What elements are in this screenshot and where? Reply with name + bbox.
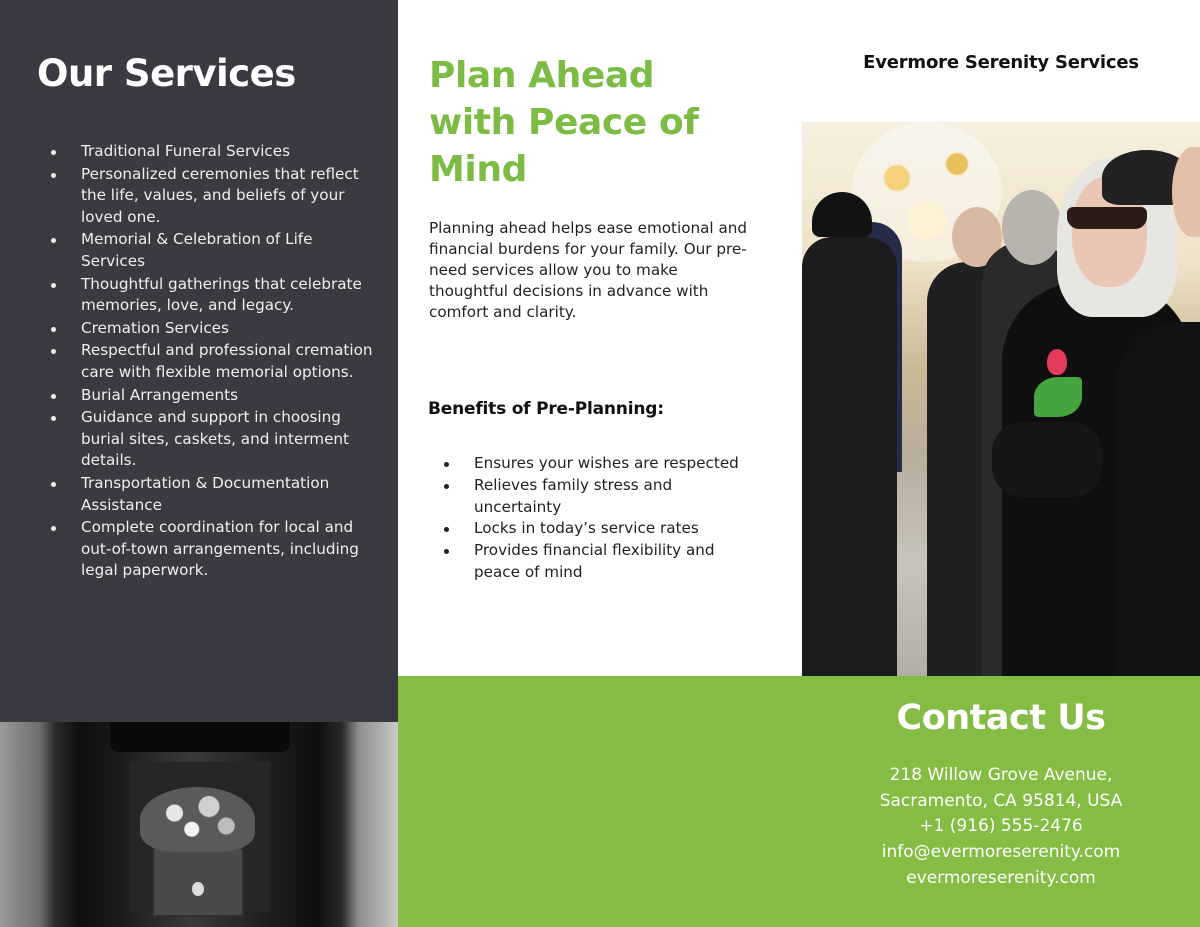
plan-ahead-title: Plan Ahead with Peace of Mind	[429, 55, 699, 190]
services-list-item: Complete coordination for local and out-of-town arrangements, including legal paperwork.	[48, 517, 378, 582]
contact-website[interactable]: evermoreserenity.com	[906, 867, 1096, 888]
brand-name: Evermore Serenity Services	[863, 52, 1139, 73]
services-list-item: Guidance and support in choosing burial sites, caskets, and interment details.	[48, 407, 378, 472]
benefits-heading: Benefits of Pre-Planning:	[428, 399, 664, 419]
contact-address-line2: Sacramento, CA 95814, USA	[879, 790, 1123, 811]
benefits-list-item: Locks in today’s service rates	[441, 518, 761, 540]
services-list-item: Thoughtful gatherings that celebrate memories, love, and legacy.	[48, 274, 378, 317]
services-list-item: Burial Arrangements	[48, 385, 378, 407]
flower-arrangement	[140, 787, 255, 852]
services-list-item: Transportation & Documentation Assistance	[48, 473, 378, 516]
mourners-photo	[802, 122, 1200, 676]
benefits-list-item: Ensures your wishes are respected	[441, 453, 761, 475]
mourner-figure	[1117, 322, 1200, 676]
contact-email[interactable]: info@evermoreserenity.com	[881, 842, 1121, 863]
services-list-item: Cremation Services	[48, 318, 378, 340]
sunglasses	[1067, 207, 1147, 229]
services-list-item: Traditional Funeral Services	[48, 141, 378, 163]
hearse-photo	[0, 722, 398, 927]
casket-handle	[192, 882, 204, 896]
mourner-figure	[802, 237, 897, 676]
services-list-item: Personalized ceremonies that reflect the life, values, and beliefs of your loved one.	[48, 164, 378, 229]
services-panel	[0, 0, 398, 722]
contact-phone[interactable]: +1 (916) 555-2476	[919, 816, 1083, 837]
hearse-roof	[110, 722, 290, 752]
services-list	[48, 141, 378, 583]
benefits-list-item: Provides financial flexibility and peace of mind	[441, 540, 761, 584]
plan-ahead-intro: Planning ahead helps ease emotional and financial burdens for your family. Our pre-need services allow you to make thoughtful decisions in advance with comfort and clarity.	[429, 219, 748, 321]
benefits-list	[441, 453, 761, 584]
gloved-hands	[992, 422, 1102, 497]
contact-details	[802, 763, 1200, 892]
benefits-list-item: Relieves family stress and uncertainty	[441, 475, 761, 519]
contact-title: Contact Us	[896, 698, 1106, 738]
services-title: Our Services	[37, 52, 296, 95]
rose-leaves	[1034, 377, 1082, 417]
contact-address-line1: 218 Willow Grove Avenue,	[889, 765, 1113, 785]
mourner-head	[1002, 190, 1062, 265]
services-list-item: Respectful and professional cremation care with flexible memorial options.	[48, 340, 378, 383]
services-list-item: Memorial & Celebration of Life Services	[48, 229, 378, 272]
rose-icon	[1047, 349, 1067, 375]
